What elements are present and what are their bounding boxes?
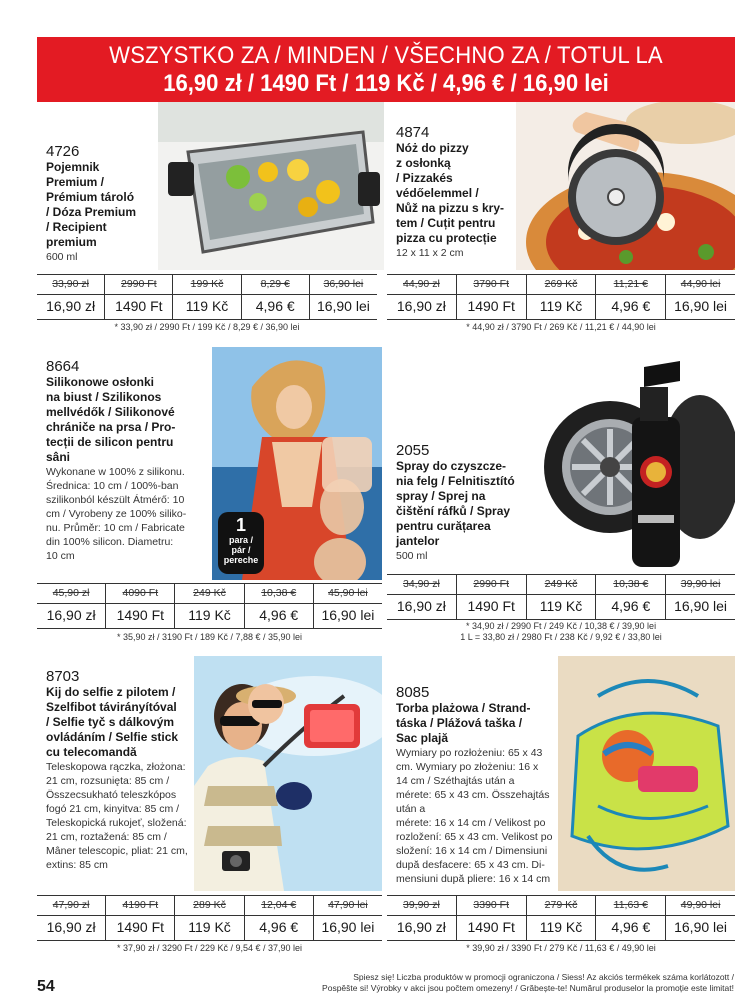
product-title: Torba plażowa / Strand- táska / Plážová taška / Sac plajă bbox=[396, 701, 531, 745]
product-desc: 12 x 11 x 2 cm bbox=[396, 247, 464, 259]
product-code: 4726 bbox=[46, 143, 80, 160]
old-prices-row: 45,90 zł 4090 Ft 249 Kč 10,38 € 45,90 lei bbox=[37, 584, 382, 604]
product-8085-image bbox=[558, 656, 735, 891]
product-8664-price-table bbox=[37, 583, 382, 629]
product-8664-info bbox=[46, 358, 214, 563]
new-prices-row: 16,90 zł 1490 Ft 119 Kč 4,96 € 16,90 lei bbox=[387, 916, 735, 940]
product-desc: Teleskopowa rączka, złożona: 21 cm, rozsunięta: 85 cm / Összecsukható teleszkópos fogó 21 cm, kinyitva: 85 cm / Teleskopická rukojeť, složená: 21 cm, roztažená: 85 cm / Mâner telescopic, pliat: 21 cm, extins: 85 cm bbox=[46, 761, 188, 871]
banner-prices: 16,90 zł / 1490 Ft / 119 Kč / 4,96 € / 16,90 lei bbox=[163, 70, 609, 97]
product-code: 2055 bbox=[396, 442, 430, 459]
product-8703-image bbox=[194, 656, 382, 891]
new-prices-row: 16,90 zł 1490 Ft 119 Kč 4,96 € 16,90 lei bbox=[37, 604, 382, 628]
old-prices-row: 33,90 zł 2990 Ft 199 Kč 8,29 € 36,90 lei bbox=[37, 275, 377, 295]
old-prices-row: 39,90 zł 3390 Ft 279 Kč 11,63 € 49,90 lei bbox=[387, 896, 735, 916]
product-8703-price-table bbox=[37, 895, 382, 941]
banner-languages: WSZYSTKO ZA / MINDEN / VŠECHNO ZA / TOTUL LA bbox=[109, 42, 663, 69]
product-2055-info bbox=[396, 442, 546, 563]
product-title: Silikonowe osłonki na biust / Szilikonos mellvédők / Silikonové chrániče na prsa / Pro- tecții de silicon pentru sâni bbox=[46, 375, 176, 464]
product-code: 8703 bbox=[46, 668, 80, 685]
product-code: 8664 bbox=[46, 358, 80, 375]
price-note: * 35,90 zł / 3190 Ft / 189 Kč / 7,88 € / 35,90 lei bbox=[116, 632, 303, 642]
new-prices-row: 16,90 zł 1490 Ft 119 Kč 4,96 € 16,90 lei bbox=[37, 295, 377, 319]
product-title: Pojemnik Premium / Prémium tároló / Dóza Premium / Recipient premium bbox=[46, 160, 137, 249]
product-4874-price-table bbox=[387, 274, 735, 320]
product-8085-info bbox=[396, 684, 560, 886]
old-prices-row: 47,90 zł 4190 Ft 289 Kč 12,04 € 47,90 lei bbox=[37, 896, 382, 916]
product-4874-info bbox=[396, 124, 518, 260]
product-desc: Wymiary po rozłożeniu: 65 x 43 cm. Wymiary po złożeniu: 16 x 14 cm / Széthajtás után a mérete: 65 x 43 cm. Összehajtás után a mérete: 16 x 14 cm / Velikost po rozložení: 65 x 43 cm. Velikost po složení: 16 x 14 cm / Dimensiuni după desfacere: 65 x 43 cm. Di- mensiuni după pliere: 16 x 14 cm bbox=[396, 747, 553, 885]
new-prices-row: 16,90 zł 1490 Ft 119 Kč 4,96 € 16,90 lei bbox=[387, 595, 735, 619]
product-4726-image bbox=[158, 102, 384, 270]
product-title: Spray do czyszcze- nia felg / Felnitisztító spray / Sprej na čištění ráfků / Spray pentru curățarea jantelor bbox=[396, 459, 515, 548]
product-code: 4874 bbox=[396, 124, 430, 141]
price-note: * 34,90 zł / 2990 Ft / 249 Kč / 10,38 € / 39,90 lei 1 L = 33,80 zł / 2980 Ft / 238 Kč / 9,92 € / 33,80 lei bbox=[460, 621, 662, 642]
product-desc: 500 ml bbox=[396, 550, 428, 562]
price-note: * 39,90 zł / 3390 Ft / 279 Kč / 11,63 € / 49,90 lei bbox=[466, 943, 656, 953]
page-number: 54 bbox=[37, 978, 55, 995]
product-title: Kij do selfie z pilotem / Szelfibot távirányítóval / Selfie tyč s dálkovým ovládáním / Selfie stick cu telecomandă bbox=[46, 685, 179, 759]
old-prices-row: 34,90 zł 2990 Ft 249 Kč 10,38 € 39,90 lei bbox=[387, 575, 735, 595]
product-4726-info bbox=[46, 143, 158, 264]
product-2055-image bbox=[540, 347, 735, 572]
product-title: Nóż do pizzy z osłonką / Pizzakés védőelemmel / Nůž na pizzu s kry- tem / Cuțit pentru pizza cu protecție bbox=[396, 141, 505, 245]
quantity-badge: 1 para / pár / pereche bbox=[218, 512, 264, 574]
price-note: * 33,90 zł / 2990 Ft / 199 Kč / 8,29 € / 36,90 lei bbox=[114, 322, 300, 332]
footer-disclaimer: Spiesz się! Liczba produktów w promocji ograniczona / Siess! Az akciós termékek száma korlátozott / Pospěšte si! Výrobky v akci jsou počtem omezeny! / Grăbește-te! Numărul produselor la promoție este limitat! bbox=[322, 972, 734, 993]
product-8703-info bbox=[46, 668, 196, 872]
product-4874-image bbox=[516, 102, 735, 270]
product-4726-price-table bbox=[37, 274, 377, 320]
new-prices-row: 16,90 zł 1490 Ft 119 Kč 4,96 € 16,90 lei bbox=[387, 295, 735, 319]
product-code: 8085 bbox=[396, 684, 430, 701]
new-prices-row: 16,90 zł 1490 Ft 119 Kč 4,96 € 16,90 lei bbox=[37, 916, 382, 940]
product-2055-price-table bbox=[387, 574, 735, 620]
old-prices-row: 44,90 zł 3790 Ft 269 Kč 11,21 € 44,90 lei bbox=[387, 275, 735, 295]
product-desc: Wykonane w 100% z silikonu. Średnica: 10 cm / 100%-ban szilikonból készült Átmérő: 10 cm / Vyrobeny ze 100% siliko- nu. Průměr: 10 cm / Fabricate din 100% silicon. Diametru: 10 cm bbox=[46, 466, 187, 562]
price-note: * 44,90 zł / 3790 Ft / 269 Kč / 11,21 € / 44,90 lei bbox=[466, 322, 656, 332]
header-banner bbox=[37, 37, 735, 102]
product-8085-price-table bbox=[387, 895, 735, 941]
price-note: * 37,90 zł / 3290 Ft / 229 Kč / 9,54 € / 37,90 lei bbox=[116, 943, 303, 953]
product-desc: 600 ml bbox=[46, 251, 78, 263]
